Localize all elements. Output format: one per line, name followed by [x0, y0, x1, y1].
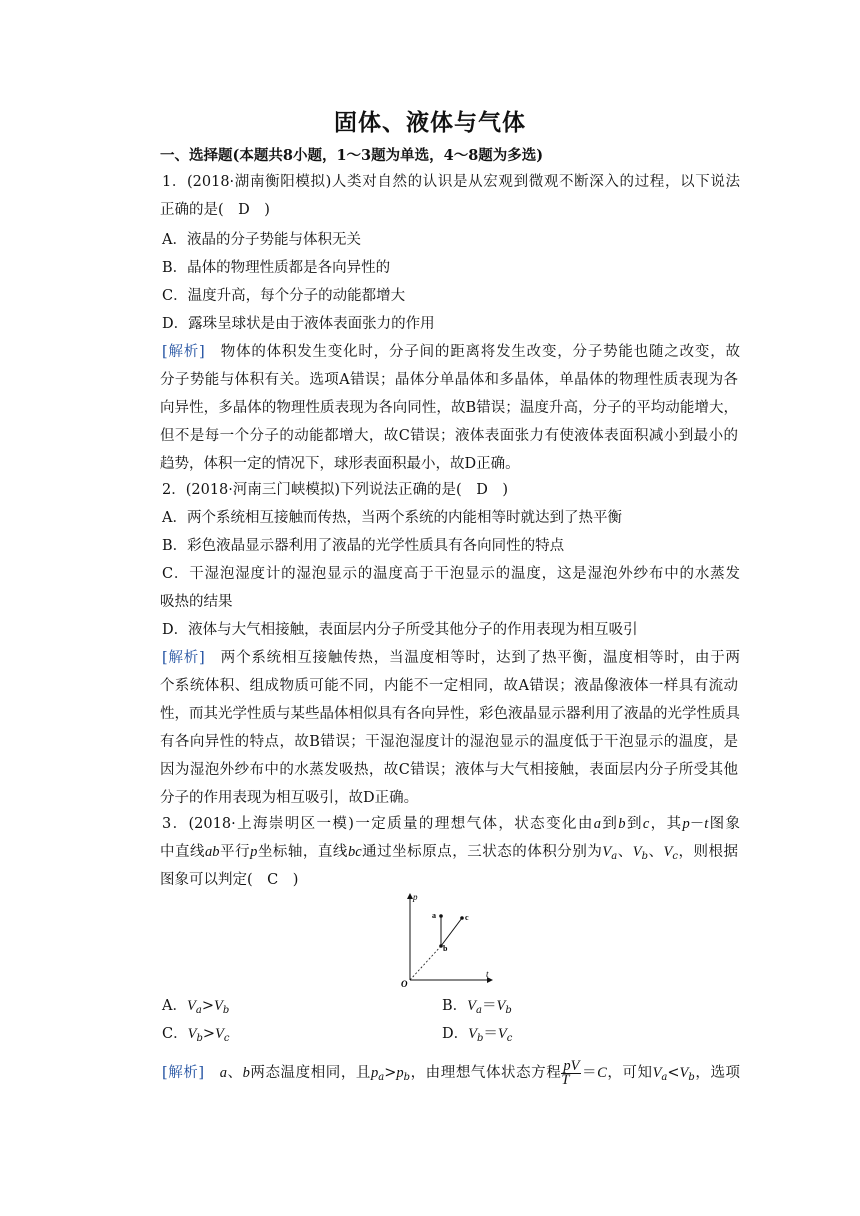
- q2-explanation-line5: 因为湿泡外纱布中的水蒸发吸热，故C错误；液体与大气相接触，表面层内分子所受其他: [160, 762, 738, 778]
- q1-option-a: A．液晶的分子势能与体积无关: [162, 232, 361, 248]
- point-a: [439, 914, 443, 918]
- q1-explanation-line3: 向异性，多晶体的物理性质表现为各向同性，故B错误；温度升高，分子的平均动能增大，: [160, 400, 738, 416]
- q2-explanation-line1: [162, 644, 740, 672]
- q2-explanation-line2: 个系统体积、组成物质可能不同，内能不一定相同，故A错误；液晶像液体一样具有流动: [160, 678, 738, 694]
- q3-explanation-line1: [解析] a、b两态温度相同，且$p_a>p_b$，由理想气体状态方程 $\frac{pV}{T}$ ＝C，可知$V_a<V_b$，选项: [162, 1057, 741, 1088]
- q2-stem: 2．(2018·河南三门峡模拟)下列说法正确的是( D ): [162, 482, 508, 498]
- q1-stem-line1: 1．(2018·湖南衡阳模拟)人类对自然的认识是从宏观到微观不断深入的过程，以下说法: [162, 174, 740, 190]
- q1-option-b: B．晶体的物理性质都是各向异性的: [162, 260, 391, 276]
- label-b: b: [443, 944, 448, 953]
- q1-exp-text1: 物体的体积发生变化时，分子间的距离将发生改变，分子势能也随之改变，故: [204, 344, 740, 360]
- dashed-extension: [410, 946, 441, 980]
- q2-option-d: D．液体与大气相接触，表面层内分子所受其他分子的作用表现为相互吸引: [162, 622, 638, 638]
- point-c: [460, 916, 464, 920]
- explanation-label: [解析]: [162, 344, 205, 360]
- q2-option-c-line1: C．干湿泡湿度计的湿泡显示的温度高于干泡显示的温度，这是湿泡外纱布中的水蒸发: [162, 566, 740, 582]
- q3-option-a: A．$V_a>V_b$: [162, 998, 230, 1016]
- q3-stem-line1: 3．(2018·上海崇明区一模)一定质量的理想气体，状态变化由a到b到c，其p－t图象: [162, 816, 741, 832]
- page-title: 固体、液体与气体: [334, 109, 526, 136]
- q1-stem-line2: 正确的是( D ): [160, 202, 270, 218]
- q2-explanation-line3: 性，而其光学性质与某些晶体相似具有各向异性，彩色液晶显示器利用了液晶的光学性质具: [160, 706, 740, 722]
- label-c: c: [465, 913, 469, 922]
- q1-explanation-line1: [162, 338, 740, 366]
- label-p: p: [413, 892, 418, 902]
- q1-explanation-line2: 分子势能与体积有关。选项A错误；晶体分单晶体和多晶体，单晶体的物理性质表现为各: [160, 372, 738, 388]
- q3-option-b: B．$V_a=V_b$: [442, 998, 512, 1016]
- q2-exp-text1: 两个系统相互接触传热，当温度相等时，达到了热平衡，温度相等时，由于两: [204, 650, 740, 666]
- q1-explanation-line4: 但不是每一个分子的动能都增大，故C错误；液体表面张力有使液体表面积减小到最小的: [160, 428, 738, 444]
- q2-option-c-line2: 吸热的结果: [160, 594, 233, 610]
- q2-option-a: A．两个系统相互接触而传热，当两个系统的内能相等时就达到了热平衡: [162, 510, 622, 526]
- section-heading: 一、选择题(本题共8小题，1～3题为单选，4～8题为多选): [160, 147, 544, 164]
- q2-option-b: B．彩色液晶显示器利用了液晶的光学性质具有各向同性的特点: [162, 538, 565, 554]
- label-origin: O: [401, 979, 408, 988]
- q3-option-d: D．$V_b=V_c$: [442, 1026, 513, 1044]
- q2-explanation-line4: 有各向异性的特点，故B错误；干湿泡湿度计的湿泡显示的温度低于干泡显示的温度，是: [160, 734, 738, 750]
- ideal-gas-fraction: $\frac{pV}{T}$: [561, 1057, 580, 1088]
- line-bc: [441, 918, 462, 946]
- label-t: t: [486, 969, 489, 979]
- q1-option-c: C．温度升高，每个分子的动能都增大: [162, 288, 406, 304]
- q2-explanation-line6: 分子的作用表现为相互吸引，故D正确。: [160, 790, 419, 806]
- label-a: a: [432, 911, 436, 920]
- explanation-label: [解析]: [162, 1065, 205, 1081]
- q1-explanation-line5: 趋势，体积一定的情况下，球形表面积最小，故D正确。: [160, 456, 520, 472]
- q3-option-c: C．$V_b>V_c$: [162, 1026, 230, 1044]
- q1-option-d: D．露珠呈球状是由于液体表面张力的作用: [162, 316, 435, 332]
- p-t-graph: [392, 888, 496, 988]
- explanation-label: [解析]: [162, 650, 205, 666]
- q3-stem-line2: 中直线ab平行p坐标轴，直线bc通过坐标原点，三状态的体积分别为$V_a$、$V_b$、$V_c$，则根据: [160, 844, 739, 862]
- q3-stem-line3: 图象可以判定( C ): [160, 872, 299, 888]
